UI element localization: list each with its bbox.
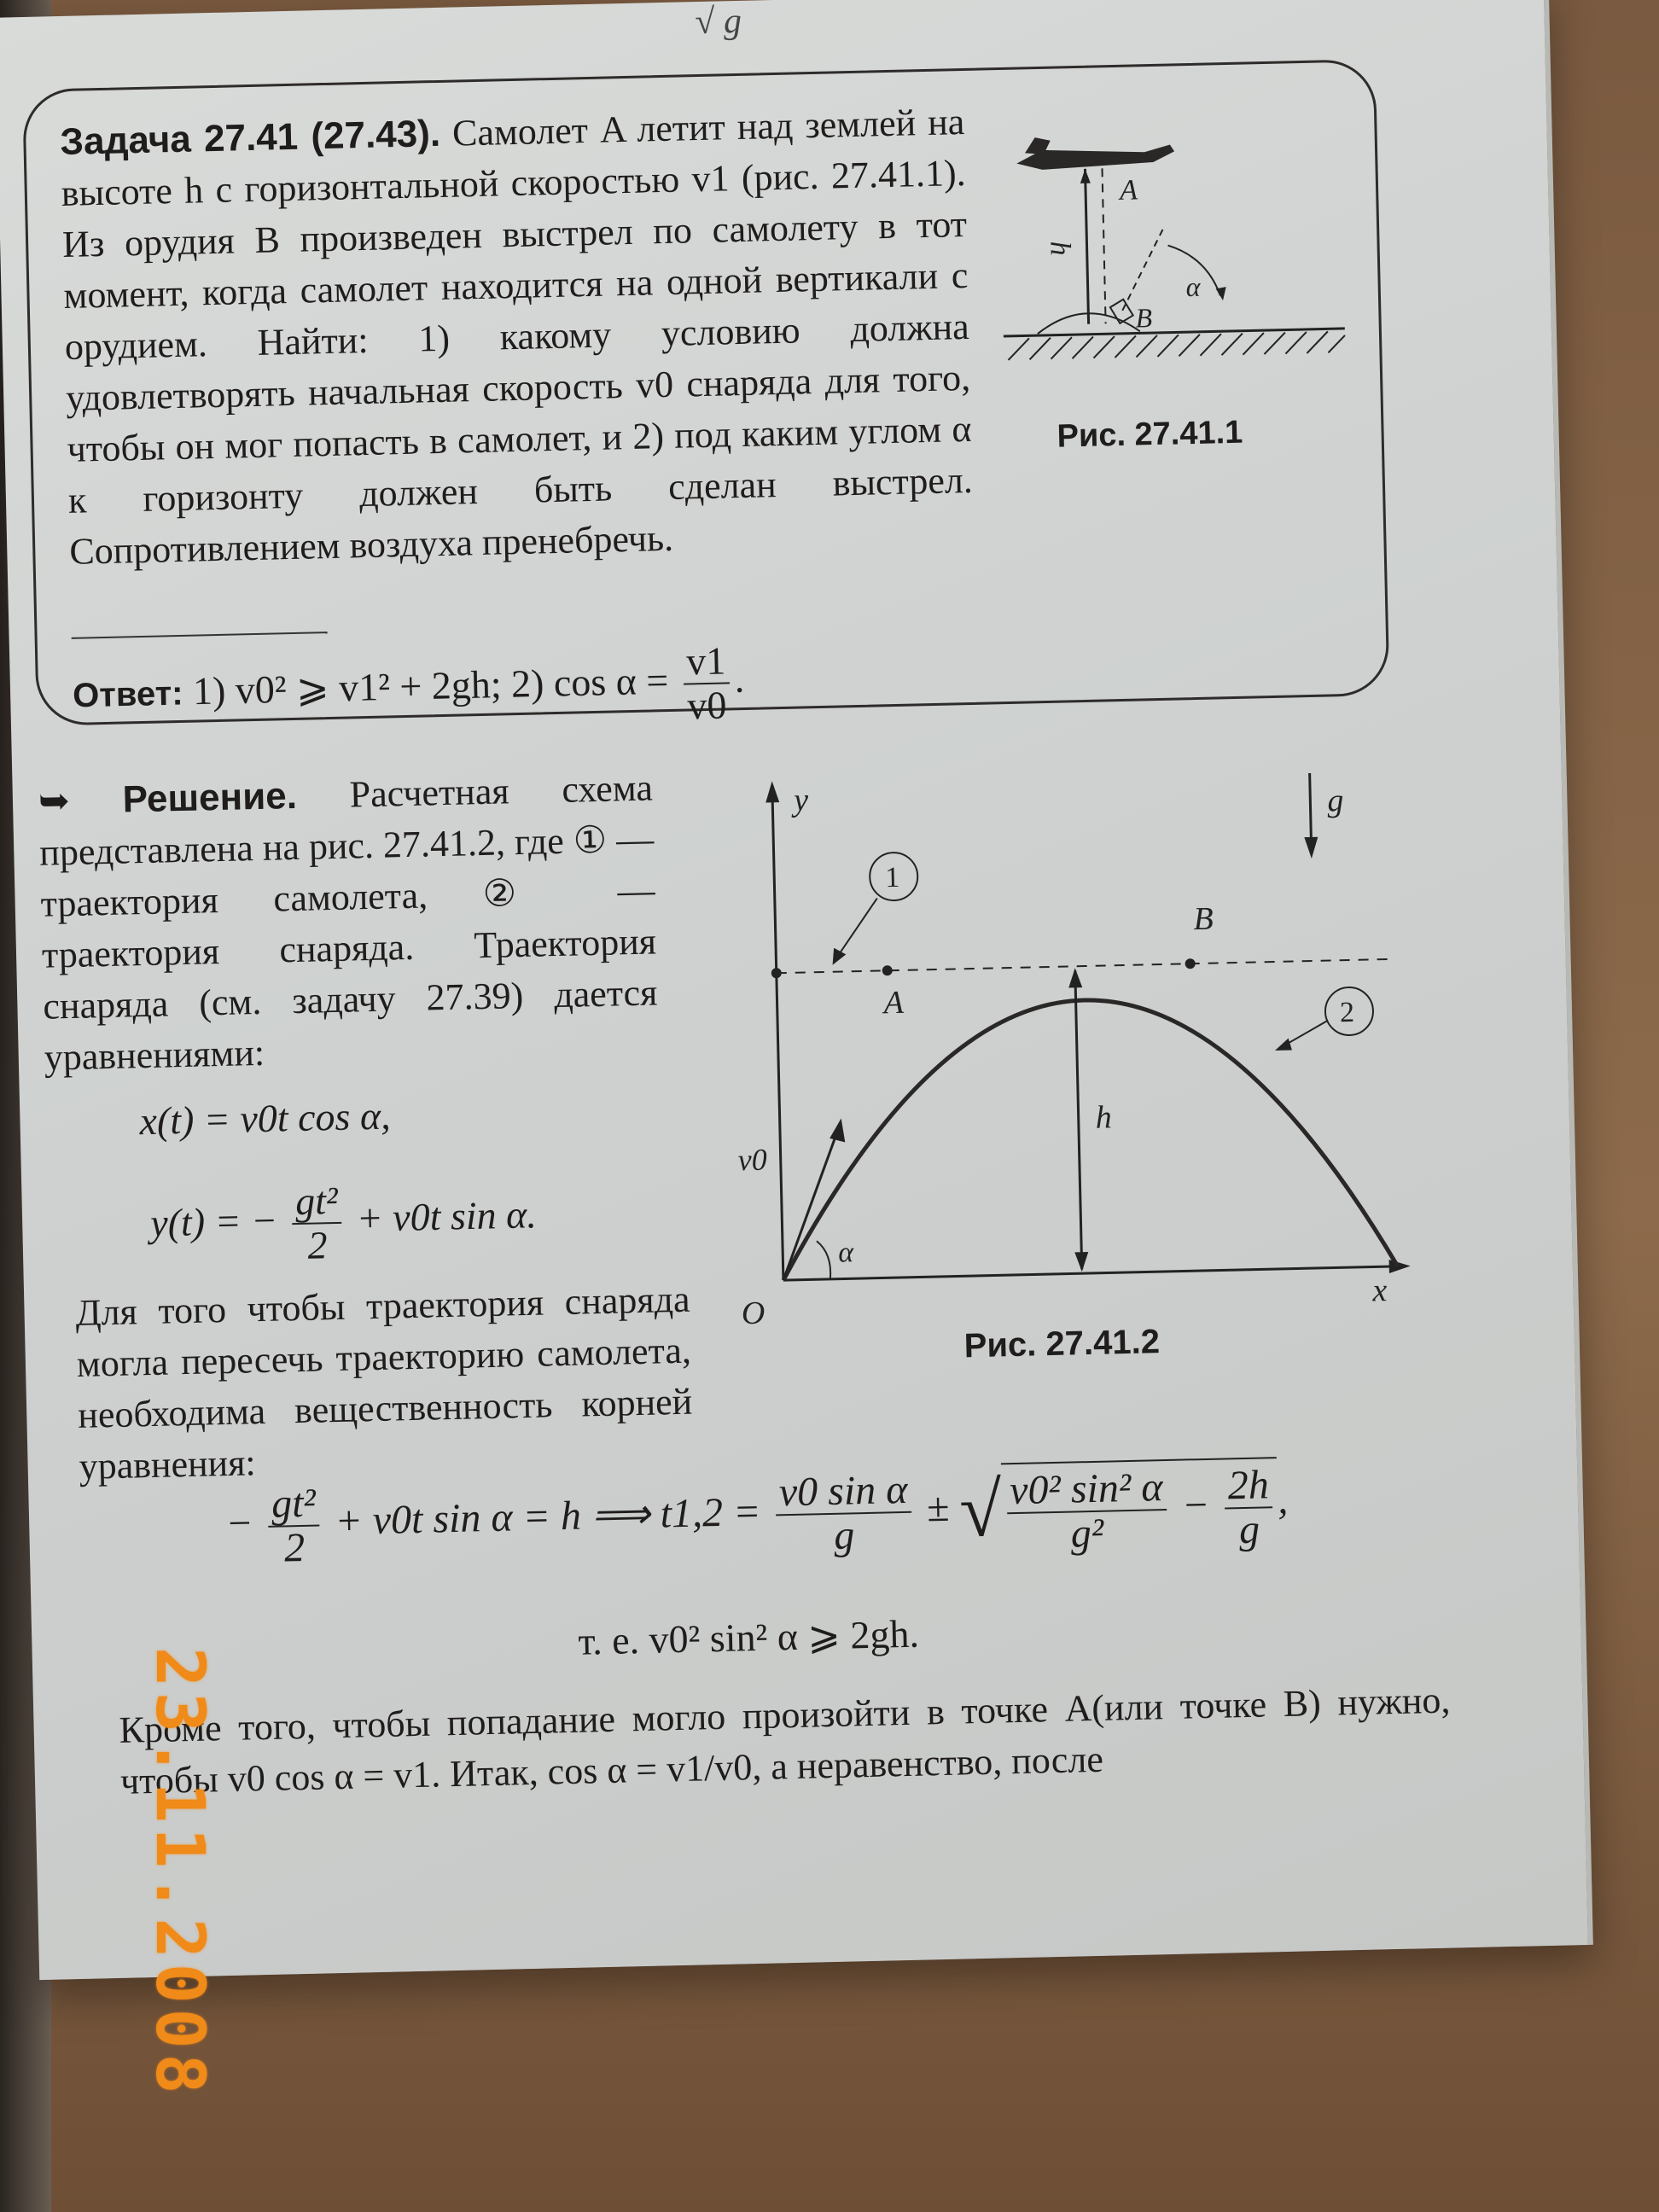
fig2-label-two: 2 [1339,996,1355,1029]
solution-intro [38,762,659,1083]
figure-27-41-1 [990,96,1354,386]
answer-part1: 1) v0² ⩾ v1² + 2gh; 2) cos α = [192,658,669,713]
task-box [22,59,1390,726]
eq2-num: gt² [292,1179,342,1225]
answer-label: Ответ: [72,674,184,715]
figure-2-caption: Рис. 27.41.2 [963,1323,1161,1365]
big-eq-left: − [224,1500,254,1547]
fig1-label-b: B [1135,302,1153,334]
fig1-label-a: A [1119,174,1138,207]
sqrt-sign: √ [958,1467,1003,1554]
eq2-den: 2 [306,1223,329,1267]
big-eq-frac-2 [775,1466,912,1559]
answer-divider [72,632,328,639]
big-eq-den1: 2 [283,1524,306,1571]
fig2-label-o: O [741,1295,765,1332]
big-eq-frac-1 [268,1482,321,1570]
task-text [60,96,975,578]
top-fragment: √ g [694,1,742,43]
solution-last-paragraph: Кроме того, чтобы попадание могло произойти в точке A(или точке B) нужно, чтобы v0 cos α = v1. Итак, cos α = v1/v0, а неравенство, после [119,1679,1451,1802]
fig1-label-h: h [1044,241,1076,256]
big-eq-num1: gt² [268,1482,320,1528]
big-eq-den2: g [833,1512,855,1558]
equation-y [149,1175,538,1271]
big-eq-frac-3 [1006,1466,1168,1557]
task-title: Задача 27.41 (27.43). [59,112,441,164]
big-eq-pm: ± [926,1484,950,1531]
big-eq-end: , [1277,1476,1289,1523]
fig2-label-a: A [883,984,905,1022]
big-eq-minus: − [1181,1481,1210,1528]
solution-intro-text: Расчетная схема представлена на рис. 27.41.2, где ① — траектория самолета, ② — траектория снаряда. Траектория снаряда (см. задачу 27.39) дается уравнениями: [38,766,658,1079]
answer: Ответ: 1) v0² ⩾ v1² + 2gh; 2) cos α = $\frac{v1}{v0}$ . [72,638,745,728]
fig2-label-h: h [1095,1099,1113,1136]
big-eq-num2: v0 sin α [775,1469,911,1516]
figure-27-41-2 [712,754,1424,1332]
solution-title: Решение. [122,774,298,821]
solution-paragraph-2: Для того чтобы траектория снаряда могла пересечь траекторию самолета, необходима вещественность корней уравнения: [75,1278,693,1487]
big-eq-mid: + v0t sin α = h ⟹ t1,2 = [334,1488,761,1545]
fig2-label-g: g [1326,783,1344,819]
big-eq-num3: v0² sin² α [1006,1466,1167,1514]
fig2-label-alpha: α [837,1237,854,1269]
fig2-label-y: y [793,782,809,818]
big-eq-den4: g [1238,1506,1260,1553]
figure-1-caption: Рис. 27.41.1 [1057,414,1243,455]
big-eq-num4: 2h [1224,1464,1272,1509]
date-stamp: 23.11.2008 [141,1647,218,2099]
eq2-left: y(t) = − [149,1198,278,1245]
fig2-label-x: x [1371,1272,1388,1309]
fig2-label-v0: v0 [737,1142,768,1178]
fig1-label-alpha: α [1185,271,1201,303]
sqrt-body [1000,1457,1278,1557]
eq2-fraction [292,1179,343,1267]
answer-fraction [683,639,731,727]
projectile-trajectory [777,993,1398,1280]
fig2-label-one: 1 [884,861,900,894]
answer-num: v1 [683,639,730,684]
arrow-icon: ➥ [38,778,124,823]
task-body: Самолет A летит над землей на высоте h с горизонтальной скоростью v1 (рис. 27.41.1). Из орудия B произведен выстрел по самолету в тот момент, когда самолет находится на одной вертикали с орудием. Найти: 1) какому условию должна удовлетворять начальная скорость v0 снаряда для того, чтобы он мог попасть в самолет, и 2) под каким углом α к горизонту должен быть сделан выстрел. Сопротивлением воздуха пренебречь. [61,100,974,573]
big-eq-den3: g² [1070,1510,1104,1557]
fig2-label-b: B [1192,900,1214,938]
big-eq-frac-4 [1224,1464,1273,1551]
answer-den: v0 [686,683,727,728]
eq2-right: + v0t sin α. [356,1192,538,1241]
equation-x: x(t) = v0t cos α, [138,1093,392,1144]
condition-line: т. е. v0² sin² α ⩾ 2gh. [577,1611,920,1663]
